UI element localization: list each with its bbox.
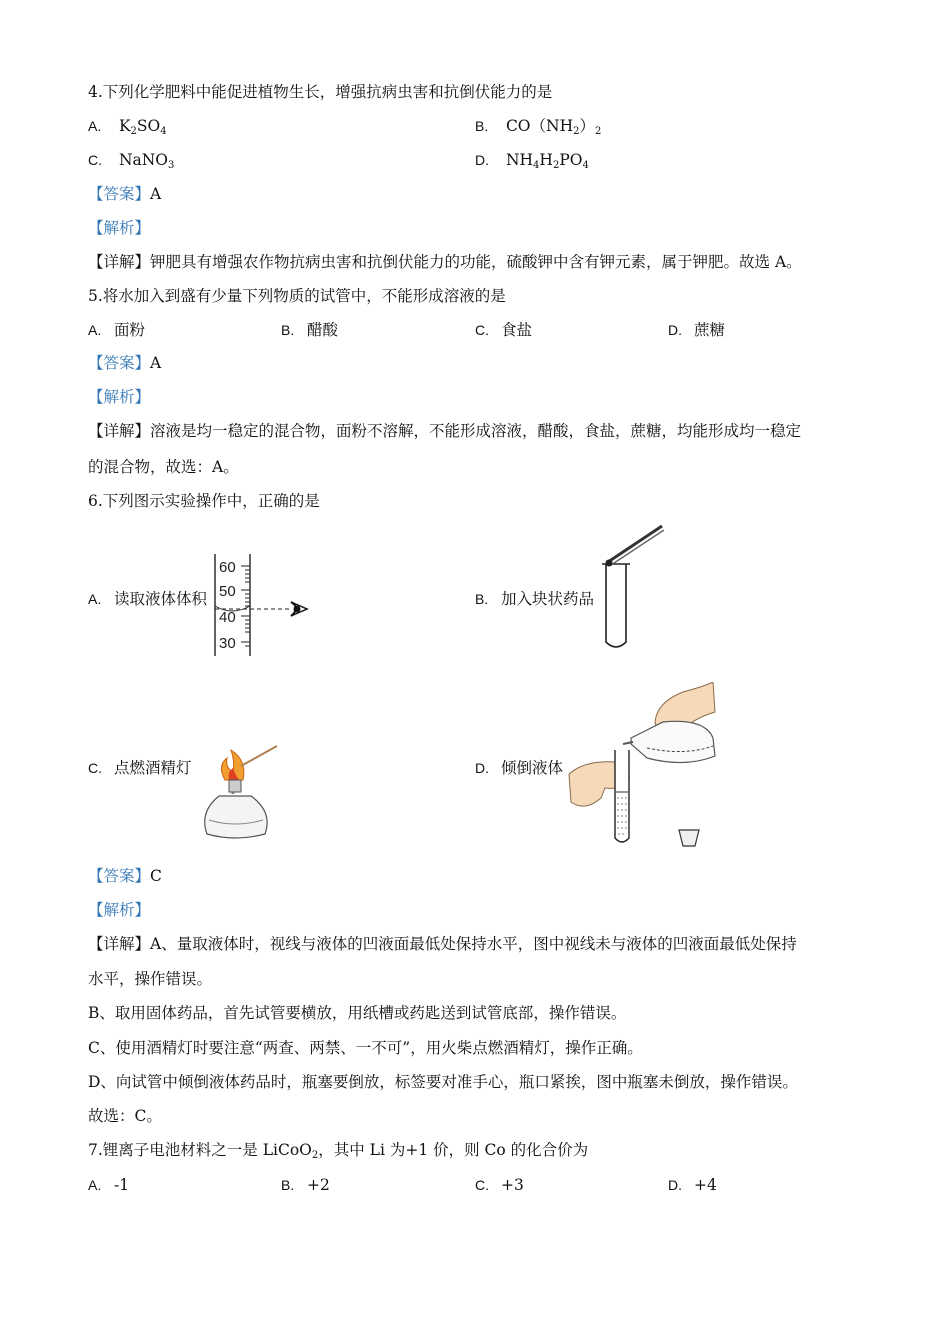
q7-option-a: A. -1 (88, 1176, 130, 1194)
answer-tag: 【答案】 (88, 185, 151, 203)
q4-option-b: B. $CO(NH_2)_2$ (475, 117, 602, 137)
q7-option-b: B. +2 (281, 1176, 330, 1194)
option-key: D. (475, 152, 489, 168)
q4-detail: 【详解】钾肥具有增强农作物抗病虫害和抗倒伏能力的功能，硫酸钾中含有钾元素，属于钾肥。故选 A。 (88, 253, 802, 271)
q6-detail-c: C、使用酒精灯时要注意“两查、两禁、一不可”，用火柴点燃酒精灯，操作正确。 (88, 1039, 643, 1057)
reagent-bottle-icon (631, 721, 715, 762)
option-key: C. (88, 152, 102, 168)
alcohol-lamp-figure (195, 738, 285, 848)
q4-answer (88, 184, 161, 204)
cylinder-mark-30: 30 (219, 635, 236, 652)
q6-conclusion: 故选：C。 (88, 1107, 162, 1125)
option-key: A. (88, 118, 102, 134)
q6-option-d: D. 倾倒液体 (475, 759, 564, 777)
option-key: B. (475, 118, 489, 134)
q5-option-d: D. 蔗糖 (668, 321, 726, 339)
q6-detail-b: B、取用固体药品，首先试管要横放，用纸槽或药匙送到试管底部，操作错误。 (88, 1004, 627, 1022)
q5-option-a: A. 面粉 (88, 321, 146, 339)
q5-option-b: B. 醋酸 (281, 321, 339, 339)
cylinder-mark-60: 60 (219, 559, 236, 576)
detail-tag: 【详解】 (88, 253, 151, 271)
cylinder-mark-50: 50 (219, 583, 236, 600)
cylinder-mark-40: 40 (219, 609, 236, 626)
q5-analysis-tag: 【解析】 (88, 388, 151, 406)
q4-option-a: A. $K_2SO_4$ (88, 117, 167, 137)
q7-stem: 7.锂离子电池材料之一是 LiCoO$_2$，其中 Li 为+1 价，则 Co 的化合价为 (88, 1141, 589, 1161)
q6-stem: 6.下列图示实验操作中，正确的是 (88, 492, 320, 510)
q4-option-d: D. $NH_4H_2PO_4$ (475, 151, 589, 171)
q5-stem: 5.将水加入到盛有少量下列物质的试管中，不能形成溶液的是 (88, 287, 506, 305)
q4-stem: 4.下列化学肥料中能促进植物生长，增强抗病虫害和抗倒伏能力的是 (88, 83, 553, 101)
q7-option-c: C. +3 (475, 1176, 524, 1194)
q4-option-c: C. NaNO$_3$ (88, 151, 175, 171)
q6-detail-d: D、向试管中倾倒液体药品时，瓶塞要倒放，标签要对准手心，瓶口紧挨，图中瓶塞未倒放，操作错误。 (88, 1073, 798, 1091)
q7-option-d: D. +4 (668, 1176, 717, 1194)
q6-analysis-tag: 【解析】 (88, 901, 151, 919)
q5-option-c: C. 食盐 (475, 321, 533, 339)
q5-answer: 【答案】A (88, 354, 162, 372)
match-icon (241, 746, 277, 766)
flame-icon (221, 750, 243, 780)
bottle-stopper-icon (679, 830, 699, 846)
q6-detail-line-2: 水平，操作错误。 (88, 970, 213, 988)
q4-analysis-tag: 【解析】 (88, 219, 151, 237)
q6-option-a: A. 读取液体体积 (88, 590, 208, 608)
answer-value: A (150, 185, 162, 203)
test-tube-tweezers-figure (598, 520, 673, 654)
eye-icon (291, 602, 307, 616)
q6-option-c: C. 点燃酒精灯 (88, 759, 192, 777)
pouring-liquid-figure (565, 682, 730, 850)
q6-answer: 【答案】C (88, 867, 162, 885)
q5-detail-line-2: 的混合物，故选：A。 (88, 458, 239, 476)
q6-detail-line-1: 【详解】A、量取液体时，视线与液体的凹液面最低处保持水平，图中视线未与液体的凹液面最低处保持 (88, 935, 797, 953)
q5-detail-line-1: 【详解】溶液是均一稳定的混合物，面粉不溶解，不能形成溶液，醋酸，食盐，蔗糖，均能形成均一稳定 (88, 422, 802, 440)
tweezers-icon (606, 526, 665, 567)
graduated-cylinder-figure (205, 552, 320, 660)
q6-option-b: B. 加入块状药品 (475, 590, 595, 608)
